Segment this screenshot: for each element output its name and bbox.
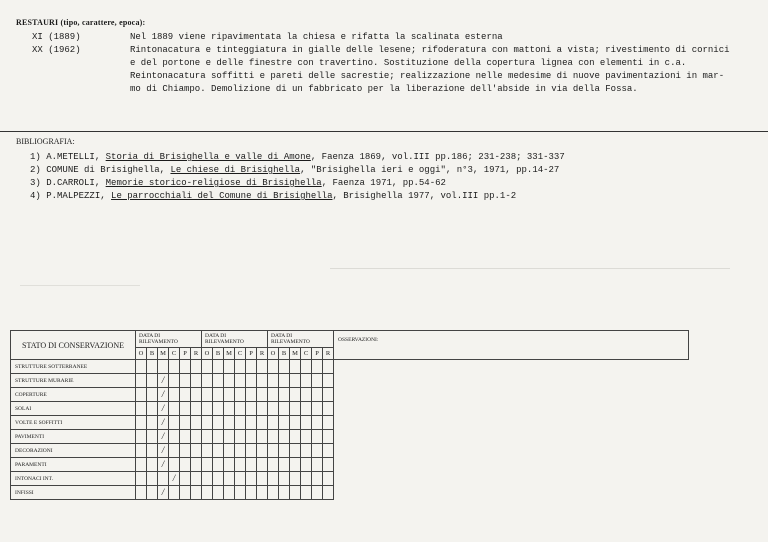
rating-cell (147, 416, 158, 430)
rating-cell (268, 472, 279, 486)
col-c: C (235, 348, 246, 360)
rating-cell (246, 402, 257, 416)
rating-cell (257, 416, 268, 430)
rating-cell (180, 458, 191, 472)
bibliography-item-4 (30, 191, 516, 201)
rating-cell (312, 416, 323, 430)
rating-cell (323, 416, 334, 430)
bib-title: Memorie storico-religiose di Brisighella (105, 178, 322, 188)
col-b: B (147, 348, 158, 360)
conservation-row (11, 444, 689, 458)
rating-cell (169, 486, 180, 500)
bib-title: Storia di Brisighella e valle di Amone (105, 152, 311, 162)
rating-cell (312, 402, 323, 416)
rating-cell (213, 458, 224, 472)
rating-cell (235, 444, 246, 458)
rating-cell (202, 486, 213, 500)
rating-cell (202, 444, 213, 458)
rating-cell (224, 458, 235, 472)
rating-cell (202, 402, 213, 416)
rating-cell (213, 374, 224, 388)
bleed-through-line (330, 268, 730, 269)
conservation-row (11, 472, 689, 486)
rating-cell (268, 388, 279, 402)
col-o: O (202, 348, 213, 360)
rating-cell (224, 430, 235, 444)
col-c: C (301, 348, 312, 360)
rating-cell (169, 388, 180, 402)
rating-cell (158, 416, 169, 430)
rating-cell (136, 374, 147, 388)
rating-cell (136, 388, 147, 402)
rating-cell (213, 388, 224, 402)
col-r: R (257, 348, 268, 360)
tick-mark: / (161, 375, 165, 385)
rating-cell (312, 458, 323, 472)
rating-cell (257, 486, 268, 500)
rating-cell (180, 388, 191, 402)
rating-cell (191, 402, 202, 416)
bib-rest: , "Brisighella ieri e oggi", n°3, 1971, pp.14-27 (300, 165, 560, 175)
rating-cell (279, 416, 290, 430)
rating-cell (191, 444, 202, 458)
restauri-continuation-1: e del portone e delle finestre con travertino. Sostituzione della copertura lignea con elementi in c.a. (130, 58, 687, 68)
bib-author: P.MALPEZZI, (46, 191, 106, 201)
rating-cell (246, 360, 257, 374)
rating-cell (224, 486, 235, 500)
rating-cell (301, 360, 312, 374)
rating-cell (191, 388, 202, 402)
rating-cell (301, 402, 312, 416)
rating-cell (279, 402, 290, 416)
conservation-row (11, 458, 689, 472)
col-b: B (279, 348, 290, 360)
tick-mark: / (161, 417, 165, 427)
conservation-row-label: DECORAZIONI (11, 444, 136, 458)
tick-mark: / (161, 389, 165, 399)
rating-cell (235, 486, 246, 500)
col-r: R (191, 348, 202, 360)
col-c: C (169, 348, 180, 360)
conservation-row (11, 430, 689, 444)
tick-mark: / (161, 459, 165, 469)
rating-cell (191, 472, 202, 486)
bib-rest: , Faenza 1869, vol.III pp.186; 231-238; 331-337 (310, 152, 565, 162)
rating-cell (213, 416, 224, 430)
rating-cell (235, 360, 246, 374)
rating-cell (147, 360, 158, 374)
rating-cell (213, 430, 224, 444)
rating-cell (169, 416, 180, 430)
rating-cell (312, 360, 323, 374)
rating-cell (290, 374, 301, 388)
col-m: M (290, 348, 301, 360)
rating-cell (169, 458, 180, 472)
rating-cell (224, 388, 235, 402)
rating-cell (136, 430, 147, 444)
rating-cell (158, 444, 169, 458)
rating-cell (136, 360, 147, 374)
bib-title: Le chiese di Brisighella (170, 165, 301, 175)
conservation-row-label: VOLTE E SOFFITTI (11, 416, 136, 430)
rating-cell (257, 458, 268, 472)
rating-cell (290, 472, 301, 486)
rating-cell (147, 402, 158, 416)
col-m: M (224, 348, 235, 360)
col-o: O (268, 348, 279, 360)
rating-cell (169, 444, 180, 458)
rating-cell (279, 472, 290, 486)
rating-cell (290, 388, 301, 402)
rating-cell (301, 472, 312, 486)
rating-cell (169, 360, 180, 374)
rating-cell (224, 472, 235, 486)
rating-cell (246, 430, 257, 444)
rating-cell (268, 430, 279, 444)
rating-cell (246, 486, 257, 500)
tick-mark: / (161, 445, 165, 455)
rating-cell (246, 388, 257, 402)
rating-cell (290, 444, 301, 458)
section-divider (0, 131, 768, 132)
rating-cell (279, 374, 290, 388)
rating-cell (235, 416, 246, 430)
rating-cell (246, 472, 257, 486)
restauri-century-1: XI (1889) (32, 32, 81, 42)
rating-cell (290, 430, 301, 444)
rating-cell (290, 486, 301, 500)
rating-cell (158, 486, 169, 500)
rating-cell (158, 402, 169, 416)
conservation-row-label: STRUTTURE MURARIE (11, 374, 136, 388)
rating-cell (268, 402, 279, 416)
rating-cell (268, 374, 279, 388)
col-m: M (158, 348, 169, 360)
rating-cell (279, 486, 290, 500)
conservation-row-label: INTONACI INT. (11, 472, 136, 486)
rating-cell (290, 416, 301, 430)
rating-cell (312, 472, 323, 486)
rating-cell (202, 388, 213, 402)
bib-num: 4) (30, 191, 41, 201)
tick-mark: / (161, 487, 165, 497)
bib-author: D.CARROLI, (46, 178, 101, 188)
rating-cell (147, 388, 158, 402)
tick-mark: / (161, 431, 165, 441)
rating-cell (180, 430, 191, 444)
rating-cell (301, 444, 312, 458)
conservation-row (11, 360, 689, 374)
rating-cell (323, 374, 334, 388)
rating-cell (202, 374, 213, 388)
rating-cell (180, 374, 191, 388)
rating-cell (312, 374, 323, 388)
rating-cell (290, 402, 301, 416)
rating-cell (191, 458, 202, 472)
rating-cell (158, 430, 169, 444)
rating-cell (213, 402, 224, 416)
rating-cell (180, 360, 191, 374)
rating-cell (158, 472, 169, 486)
rating-cell (323, 430, 334, 444)
rating-cell (147, 486, 158, 500)
rating-cell (158, 360, 169, 374)
rating-cell (147, 430, 158, 444)
rating-cell (323, 388, 334, 402)
rating-cell (191, 416, 202, 430)
rating-cell (290, 458, 301, 472)
rating-cell (136, 472, 147, 486)
osservazioni-box (334, 331, 689, 360)
conservation-row (11, 374, 689, 388)
rating-cell (279, 360, 290, 374)
rating-cell (147, 444, 158, 458)
rating-cell (279, 430, 290, 444)
rating-cell (136, 444, 147, 458)
rating-cell (257, 430, 268, 444)
bibliografia-heading: BIBLIOGRAFIA: (16, 137, 75, 146)
rating-cell (235, 388, 246, 402)
rating-cell (268, 486, 279, 500)
conservation-row (11, 486, 689, 500)
rating-cell (224, 416, 235, 430)
rating-cell (224, 402, 235, 416)
rating-cell (191, 374, 202, 388)
rating-cell (301, 486, 312, 500)
conservation-row (11, 416, 689, 430)
conservation-row-label: STRUTTURE SOTTERRANEE (11, 360, 136, 374)
rating-cell (202, 360, 213, 374)
bibliography-item-1 (30, 152, 565, 162)
rating-cell (136, 486, 147, 500)
bib-rest: , Faenza 1971, pp.54-62 (321, 178, 446, 188)
rating-cell (136, 402, 147, 416)
survey-date-heading-2: DATA DI RILEVAMENTO (202, 331, 268, 348)
restauri-heading: RESTAURI (tipo, carattere, epoca): (16, 18, 146, 27)
rating-cell (191, 486, 202, 500)
osservazioni-heading: OSSERVAZIONI: (338, 337, 379, 343)
rating-cell (169, 374, 180, 388)
rating-cell (323, 486, 334, 500)
rating-cell (180, 486, 191, 500)
rating-cell (268, 416, 279, 430)
stato-heading: STATO DI CONSERVAZIONE (11, 331, 136, 360)
rating-cell (191, 430, 202, 444)
rating-cell (180, 402, 191, 416)
rating-cell (246, 416, 257, 430)
rating-cell (323, 444, 334, 458)
rating-cell (169, 402, 180, 416)
bib-num: 2) (30, 165, 41, 175)
rating-cell (213, 486, 224, 500)
conservation-row-label: PARAMENTI (11, 458, 136, 472)
restauri-text-2: Rintonacatura e tinteggiatura in gialle delle lesene; rifoderatura con mattoni a vista; rivestimento di cornici (130, 45, 730, 55)
col-r: R (323, 348, 334, 360)
bib-title: Le parrocchiali del Comune di Brisighella (111, 191, 333, 201)
rating-cell (235, 430, 246, 444)
rating-cell (279, 458, 290, 472)
rating-cell (224, 360, 235, 374)
rating-cell (147, 472, 158, 486)
rating-cell (268, 444, 279, 458)
restauri-continuation-2: Reintonacatura soffitti e pareti delle sacrestie; realizzazione nelle medesime di nuove pavimentazioni in mar- (130, 71, 725, 81)
rating-cell (290, 360, 301, 374)
rating-cell (169, 430, 180, 444)
restauri-continuation-3: mo di Chiampo. Demolizione di un fabbricato per la liberazione dell'abside in via della Fossa. (130, 84, 638, 94)
rating-cell (246, 444, 257, 458)
col-p: P (246, 348, 257, 360)
rating-cell (224, 374, 235, 388)
rating-cell (312, 444, 323, 458)
rating-cell (213, 360, 224, 374)
rating-cell (279, 444, 290, 458)
col-o: O (136, 348, 147, 360)
rating-cell (257, 388, 268, 402)
restauri-century-2: XX (1962) (32, 45, 81, 55)
bib-author: A.METELLI, (46, 152, 101, 162)
rating-cell (191, 360, 202, 374)
rating-cell (301, 430, 312, 444)
rating-cell (169, 472, 180, 486)
rating-cell (180, 472, 191, 486)
rating-cell (147, 458, 158, 472)
tick-mark: / (172, 473, 176, 483)
bibliography-item-3 (30, 178, 446, 188)
rating-cell (323, 458, 334, 472)
rating-cell (257, 472, 268, 486)
col-p: P (312, 348, 323, 360)
rating-cell (323, 360, 334, 374)
rating-cell (257, 374, 268, 388)
rating-cell (257, 402, 268, 416)
rating-cell (158, 388, 169, 402)
rating-cell (202, 472, 213, 486)
tick-mark: / (161, 403, 165, 413)
rating-cell (235, 472, 246, 486)
rating-cell (312, 486, 323, 500)
rating-cell (224, 444, 235, 458)
conservation-row-label: INFISSI (11, 486, 136, 500)
rating-cell (312, 430, 323, 444)
rating-cell (301, 388, 312, 402)
rating-cell (235, 402, 246, 416)
restauri-text-1: Nel 1889 viene ripavimentata la chiesa e rifatta la scalinata esterna (130, 32, 503, 42)
survey-date-heading-3: DATA DI RILEVAMENTO (268, 331, 334, 348)
rating-cell (180, 416, 191, 430)
rating-cell (323, 472, 334, 486)
rating-cell (147, 374, 158, 388)
rating-cell (279, 388, 290, 402)
bib-author: COMUNE di Brisighella, (46, 165, 166, 175)
rating-cell (158, 458, 169, 472)
rating-cell (301, 416, 312, 430)
conservation-row-label: PAVIMENTI (11, 430, 136, 444)
rating-cell (301, 374, 312, 388)
rating-cell (202, 416, 213, 430)
rating-cell (213, 472, 224, 486)
bib-rest: , Brisighella 1977, vol.III pp.1-2 (332, 191, 517, 201)
conservation-row-label: COPERTURE (11, 388, 136, 402)
rating-cell (180, 444, 191, 458)
rating-cell (136, 458, 147, 472)
bleed-through-line (20, 285, 140, 286)
bib-num: 1) (30, 152, 41, 162)
conservation-row (11, 388, 689, 402)
rating-cell (246, 458, 257, 472)
rating-cell (257, 360, 268, 374)
conservation-row-label: SOLAI (11, 402, 136, 416)
rating-cell (235, 458, 246, 472)
rating-cell (246, 374, 257, 388)
rating-cell (235, 374, 246, 388)
rating-cell (312, 388, 323, 402)
rating-cell (158, 374, 169, 388)
rating-cell (202, 458, 213, 472)
rating-cell (301, 458, 312, 472)
col-b: B (213, 348, 224, 360)
bib-num: 3) (30, 178, 41, 188)
rating-cell (202, 430, 213, 444)
rating-cell (268, 360, 279, 374)
col-p: P (180, 348, 191, 360)
rating-cell (323, 402, 334, 416)
rating-cell (213, 444, 224, 458)
rating-cell (136, 416, 147, 430)
conservation-row (11, 402, 689, 416)
bibliography-item-2 (30, 165, 559, 175)
rating-cell (268, 458, 279, 472)
rating-cell (257, 444, 268, 458)
conservation-table (10, 330, 689, 500)
survey-date-heading-1: DATA DI RILEVAMENTO (136, 331, 202, 348)
